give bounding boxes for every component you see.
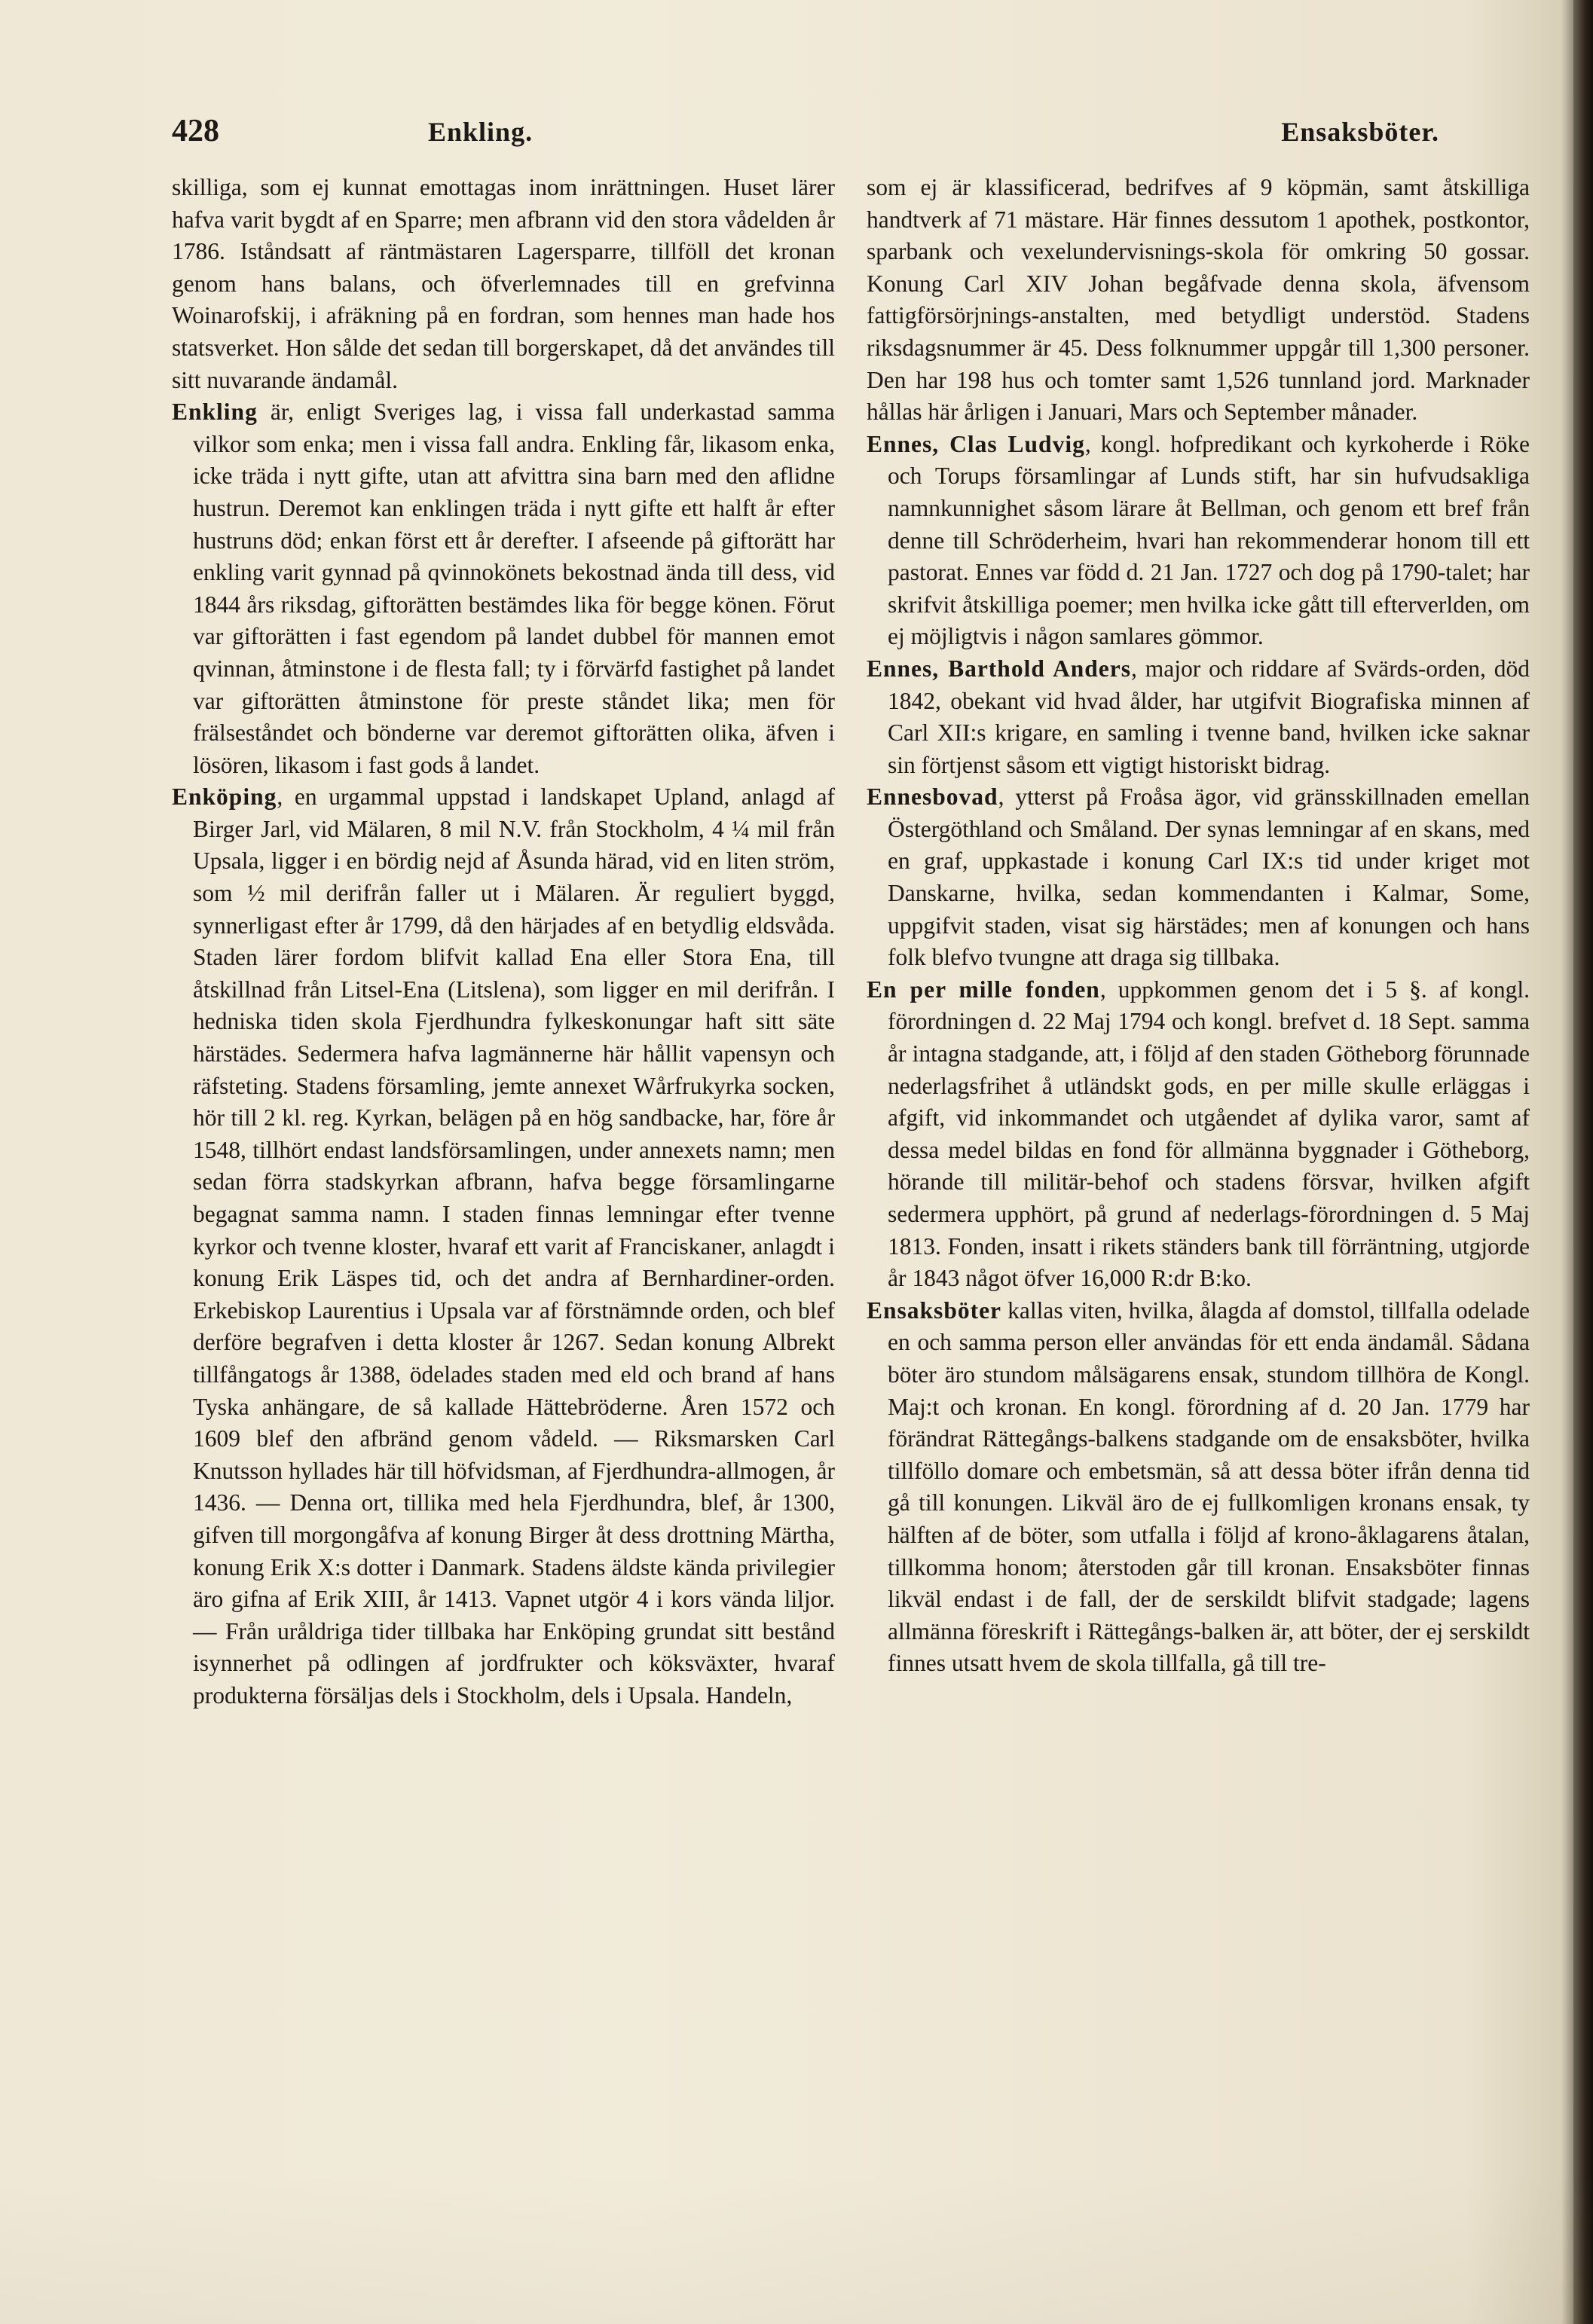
continued-paragraph: som ej är klassificerad, bedrifves af 9 köpmän, samt åtskilliga handtverk af 71 mästare. Här finnes dessutom 1 apothek, postkontor, sparbank och vexelundervisnings-skola för omkring 50 gossar. Konung Carl XIV Johan begåfvade denna skola, äfvensom fattigförsörjnings-anstalten, med betydligt understöd. Stadens riksdagsnummer är 45. Dess folknummer uppgår till 1,300 personer. Den har 198 hus och tomter samt 1,526 tunnland jord. Marknader hållas här årligen i Januari, Mars och September månader. (867, 174, 1530, 426)
right-column (867, 172, 1530, 1680)
page-number: 428 (172, 114, 219, 148)
headword: Enkling (172, 399, 258, 426)
left-running-head: Enkling. (428, 117, 534, 147)
entry-text: är, enligt Sveriges lag, i vissa fall underkastad samma vilkor som enka; men i vissa fall andra. Enkling får, likasom enka, icke träda i nytt gifte, utan att afvittra sina barn med den aflidne hustrun. Deremot kan enklingen träda i nytt gifte ett halft år efter hustruns död; enkan först ett år derefter. I afseende på giftorätt har enkling varit gynnad på qvinnokönets bekostnad ända till dess, vid 1844 års riksdag, giftorätten bestämdes lika för begge könen. Förut var giftorätten i fast egendom på landet dubbel för mannen emot qvinnan, åtminstone i de flesta fall; ty i förvärfd fastighet på landet var giftorätten åtminstone för preste ståndet lika; men för frälseståndet och bönderne var deremot giftorätten olika, äfven i lösören, likasom i fast gods å landet. (193, 399, 835, 778)
entry-text: , kongl. hofpredikant och kyrkoherde i Röke och Torups församlingar af Lunds stift, har sin hufvudsakliga namnkunnighet såsom lärare åt Bellman, och genom ett bref från denne till Schröderheim, hvari han rekommenderar honom till ett pastorat. Ennes var född d. 21 Jan. 1727 och dog på 1790-talet; har skrifvit åtskilliga poemer; men hvilka icke gått till efterverlden, om ej möjligtvis i någon samlares gömmor. (888, 430, 1530, 650)
entry-en-per-mille-fonden (867, 974, 1530, 1295)
headword: Ennes, Clas Ludvig (867, 430, 1085, 457)
entry-enkoping (172, 781, 835, 1712)
left-column (172, 172, 835, 1712)
entry-enkling (172, 396, 835, 781)
page-shading (0, 2173, 1593, 2324)
headword: Ennesbovad (867, 783, 998, 811)
entry-ennes-barthold-anders (867, 653, 1530, 781)
headword: En per mille fonden (867, 976, 1100, 1003)
entry-text: kallas viten, hvilka, ålagda af domstol, tillfalla odelade en och samma person eller användas för ett enda ändamål. Sådana böter äro stundom målsägarens ensak, stundom tillhöra de Kongl. Maj:t och kronan. En kongl. förordning af d. 20 Jan. 1779 har förändrat Rättegångs-balkens stadgande om de ensaksböter, hvilka tillföllo domare och embetsmän, så att dessa böter ifrån denna tid gå till konungen. Likväl äro de ej fullkomligen kronans ensak, ty hälften af de böter, som utfalla i följd af krono-åklagarens åtalan, tillkomma honom; återstoden går till kronan. Ensaksböter finnas likväl endast i de fall, der de serskildt blifvit stadgade; lagens allmänna föreskrift i Rättegångs-balken är, att böter, der ej serskildt finnes utsatt hvem de skola tillfalla, gå till tre- (888, 1296, 1530, 1677)
headword: Ennes, Barthold Anders (867, 655, 1132, 682)
headword: Ensaksböter (867, 1296, 1002, 1324)
entry-ensaksboter (867, 1295, 1530, 1680)
entry-text: , ytterst på Froåsa ägor, vid gränsskillnaden emellan Östergöthland och Småland. Der synas lemningar af en skans, med en graf, uppkastade i konung Carl IX:s tid under kriget mot Danskarne, hvilka, sedan kommendanten i Kalmar, Some, uppgifvit staden, visat sig härstädes; men af konungen och hans folk blefvo tvungne att draga sig tillbaka. (888, 783, 1530, 971)
running-header (172, 113, 1537, 158)
headword: Enköping (172, 783, 277, 811)
entry-ennesbovad (867, 781, 1530, 974)
book-spine-edge (1573, 0, 1593, 2324)
entry-text: , uppkommen genom det i 5 §. af kongl. förordningen d. 22 Maj 1794 och kongl. brefvet d. 18 Sept. samma år intagna stadgande, att, i följd af den staden Götheborg förunnade nederlagsfrihet å utländskt gods, en per mille skulle erläggas i afgift, vid inkommandet och utgåendet af dylika varor, samt af dessa medel bildas en fond för allmänna byggnader i Götheborg, hörande till militär-behof och stadens försvar, hvilken afgift sedermera upphört, på grund af nederlags-förordningen d. 5 Maj 1813. Fonden, insatt i rikets ständers bank till förräntning, utgjorde år 1843 något öfver 16,000 R:dr B:ko. (888, 976, 1530, 1292)
entry-ennes-clas-ludvig (867, 429, 1530, 653)
entry-text: , major och riddare af Svärds-orden, död 1842, obekant vid hvad ålder, har utgifvit Biografiska minnen af Carl XII:s krigare, en samling i tvenne band, hvilken icke saknar sin förtjenst såsom ett vigtigt historiskt bidrag. (888, 655, 1530, 778)
right-running-head: Ensaksböter. (1281, 117, 1439, 147)
continued-paragraph: skilliga, som ej kunnat emottagas inom inrättningen. Huset lärer hafva varit bygdt af en Sparre; men afbrann vid den stora vådelden år 1786. Iståndsatt af räntmästaren Lagersparre, tillföll det kronan genom hans balans, och öfverlemnades till en grefvinna Woinarofskij, i afräkning på en fordran, som hennes man hade hos statsverket. Hon sålde det sedan till borgerskapet, då det användes till sitt nuvarande ändamål. (172, 174, 835, 393)
entry-text: , en urgammal uppstad i landskapet Upland, anlagd af Birger Jarl, vid Mälaren, 8 mil N.V. från Stockholm, 4 ¼ mil från Upsala, ligger i en bördig nejd af Åsunda härad, vid en liten ström, som ½ mil derifrån faller ut i Mälaren. Är reguliert byggd, synnerligast efter år 1799, då den härjades af en betydlig eldsvåda. Staden lärer fordom blifvit kallad Ena eller Stora Ena, till åtskillnad från Litsel-Ena (Litslena), som ligger en mil derifrån. I hedniska tiden skola Fjerdhundra fylkeskonungar haft sitt säte härstädes. Sedermera hafva lagmännerne här hållit vapensyn och räfsteting. Stadens församling, jemte annexet Wårfrukyrka socken, hör till 2 kl. reg. Kyrkan, belägen på en hög sandbacke, har, före år 1548, tillhört endast landsförsamlingen, under annexets namn; men sedan förra stadskyrkan afbrann, hafva begge församlingarne begagnat samma namn. I staden finnas lemningar efter tvenne kyrkor och tvenne kloster, hvaraf ett varit af Franciskaner, anlagdt i konung Erik Läspes tid, och det andra af Bernhardiner-orden. Erkebiskop Laurentius i Upsala var af förstnämnde orden, och blef derföre begrafven i detta kloster år 1267. Sedan konung Albrekt tillfångatogs år 1388, ödelades staden med eld och brand af hans Tyska anhängare, de så kallade Hättebröderne. Åren 1572 och 1609 blef den afbränd genom vådeld. — Riksmarsken Carl Knutsson hyllades här till höfvidsman, af Fjerdhundra-allmogen, år 1436. — Denna ort, tillika med hela Fjerdhundra, blef, år 1300, gifven till morgongåfva af konung Birger åt dess drottning Märtha, konung Erik X:s dotter i Danmark. Stadens äldste kända privilegier äro gifna af Erik XIII, år 1413. Vapnet utgör 4 i kors vända liljor. — Från uråldriga tider tillbaka har Enköping grundat sitt bestånd isynnerhet på odlingen af jordfrukter och köksväxter, hvaraf produkterna försäljas dels i Stockholm, dels i Upsala. Handeln, (193, 783, 835, 1709)
